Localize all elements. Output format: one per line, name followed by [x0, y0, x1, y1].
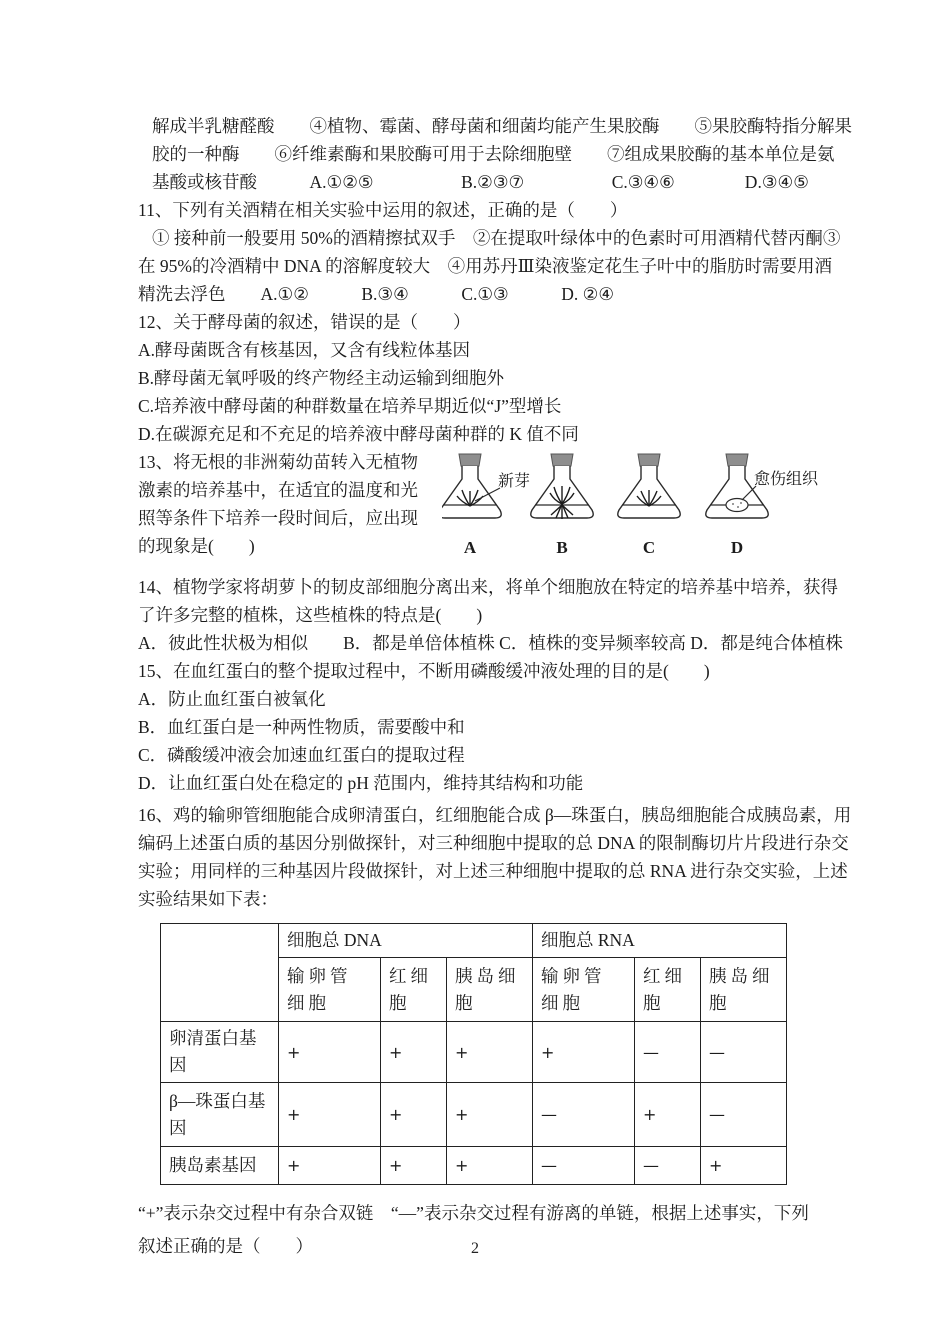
question-options-line: 基酸或核苷酸 A.①②⑤ B.②③⑦ C.③④⑥ D.③④⑤	[152, 172, 809, 192]
table-cell: +	[635, 1083, 701, 1147]
group-header-dna: 细胞总 DNA	[279, 924, 533, 958]
option-d: D.在碳源充足和不充足的培养液中酵母菌种群的 K 值不同	[138, 424, 579, 444]
flask-c-letter: C	[642, 538, 656, 557]
question-14	[138, 573, 843, 657]
flask-b-icon	[531, 454, 593, 557]
question-15	[138, 657, 838, 797]
question-stem: 13、将无根的非洲菊幼苗转入无植物	[138, 452, 418, 472]
table-cell: +	[381, 1083, 447, 1147]
table-cell: +	[381, 1147, 447, 1185]
group-header-rna: 细胞总 RNA	[533, 924, 787, 958]
table-cell: +	[533, 1022, 635, 1083]
text-line: 叙述正确的是（ ）	[138, 1236, 313, 1256]
question-12	[138, 308, 838, 448]
question-options-line: A．彼此性状极为相似 B．都是单倍体植株 C．植株的变异频率较高 D．都是纯合体植株	[138, 633, 843, 653]
flask-d-stopper	[726, 454, 748, 466]
table-cell: —	[635, 1022, 701, 1083]
page-number: 2	[471, 1240, 479, 1257]
flask-d-icon	[706, 454, 819, 557]
column-header: 胰岛细胞	[701, 958, 787, 1022]
text-line: 解成半乳糖醛酸 ④植物、霉菌、酵母菌和细菌均能产生果胶酶 ⑤果胶酶特指分解果	[152, 116, 852, 136]
text-line: 编码上述蛋白质的基因分别做探针，对三种细胞中提取的总 DNA 的限制酶切片片段进行杂交	[138, 833, 849, 853]
text-line: ① 接种前一般要用 50%的酒精擦拭双手 ②在提取叶绿体中的色素时可用酒精代替丙酮③	[152, 228, 841, 248]
column-header: 输卵管细胞	[279, 958, 381, 1022]
table-cell: +	[279, 1083, 381, 1147]
row-label: β—珠蛋白基因	[161, 1083, 279, 1147]
question-13-text	[138, 448, 456, 560]
flask-a-icon	[442, 454, 530, 557]
table-cell: —	[635, 1147, 701, 1185]
text-line: 胶的一种酶 ⑥纤维素酶和果胶酶可用于去除细胞壁 ⑦组成果胶酶的基本单位是氨	[152, 144, 835, 164]
flask-d-annotation: 愈伤组织	[754, 471, 819, 488]
column-header: 胰岛细胞	[447, 958, 533, 1022]
table-corner-cell	[161, 924, 279, 1022]
question-10-continuation	[138, 112, 852, 196]
table-cell: —	[701, 1022, 787, 1083]
table-row	[161, 1022, 787, 1083]
text-line: “+”表示杂交过程中有杂合双链 “—”表示杂交过程有游离的单链，根据上述事实，下列	[138, 1203, 809, 1223]
flask-b-letter: B	[556, 538, 568, 557]
question-13	[138, 448, 838, 565]
option-c: C.培养液中酵母菌的种群数量在培养早期近似“J”型增长	[138, 396, 562, 416]
text-line: 的现象是( )	[138, 536, 255, 556]
question-stem: 11、下列有关酒精在相关实验中运用的叙述，正确的是（ ）	[138, 200, 628, 220]
table-row	[161, 1083, 787, 1147]
table-cell: —	[533, 1083, 635, 1147]
callus-icon	[726, 499, 748, 512]
flask-a-letter: A	[463, 538, 477, 557]
text-line: 照等条件下培养一段时间后，应出现	[138, 508, 418, 528]
table-cell: +	[279, 1022, 381, 1083]
hybridization-results-table	[160, 923, 787, 1185]
flask-b-stopper	[551, 454, 573, 466]
option-a: A．防止血红蛋白被氧化	[138, 689, 326, 709]
question-stem: 12、关于酵母菌的叙述，错误的是（ ）	[138, 312, 471, 332]
flask-a-stopper	[459, 454, 481, 466]
option-b: B.酵母菌无氧呼吸的终产物经主动运输到细胞外	[138, 368, 505, 388]
text-line: 实验结果如下表：	[138, 889, 278, 909]
table-cell: +	[381, 1022, 447, 1083]
table-cell: +	[447, 1147, 533, 1185]
question-11	[138, 196, 841, 308]
flask-a-annotation: 新芽	[498, 473, 531, 490]
row-label: 胰岛素基因	[161, 1147, 279, 1185]
question-stem: 15、在血红蛋白的整个提取过程中，不断用磷酸缓冲液处理的目的是( )	[138, 661, 710, 681]
row-label: 卵清蛋白基因	[161, 1022, 279, 1083]
flask-figure	[442, 448, 838, 565]
table-cell: —	[533, 1147, 635, 1185]
table-cell: +	[279, 1147, 381, 1185]
option-c: C．磷酸缓冲液会加速血红蛋白的提取过程	[138, 745, 465, 765]
text-line: 了许多完整的植株，这些植株的特点是( )	[138, 605, 483, 625]
option-a: A.酵母菌既含有核基因，又含有线粒体基因	[138, 340, 471, 360]
option-d: D．让血红蛋白处在稳定的 pH 范围内，维持其结构和功能	[138, 773, 584, 793]
table-group-header-row	[161, 924, 787, 958]
table-cell: +	[701, 1147, 787, 1185]
column-header: 红细胞	[635, 958, 701, 1022]
text-line: 在 95%的冷酒精中 DNA 的溶解度较大 ④用苏丹Ⅲ染液鉴定花生子叶中的脂肪时需要用酒	[138, 256, 833, 276]
table-cell: —	[701, 1083, 787, 1147]
exam-content	[138, 112, 852, 1263]
column-header: 输卵管细胞	[533, 958, 635, 1022]
table-cell: +	[447, 1022, 533, 1083]
text-line: 激素的培养基中，在适宜的温度和光	[138, 480, 418, 500]
question-options-line: 精洗去浮色 A.①② B.③④ C.①③ D. ②④	[138, 284, 615, 304]
question-stem: 16、鸡的输卵管细胞能合成卵清蛋白，红细胞能合成 β—珠蛋白，胰岛细胞能合成胰岛素，用	[138, 805, 852, 825]
question-stem: 14、植物学家将胡萝卜的韧皮部细胞分离出来，将单个细胞放在特定的培养基中培养，获得	[138, 577, 838, 597]
flasks-illustration	[442, 448, 838, 560]
flask-c-stopper	[638, 454, 660, 466]
table-cell: +	[447, 1083, 533, 1147]
flask-c-icon	[618, 454, 680, 557]
option-b: B．血红蛋白是一种两性物质，需要酸中和	[138, 717, 465, 737]
text-line: 实验；用同样的三种基因片段做探针，对上述三种细胞中提取的总 RNA 进行杂交实验，上述	[138, 861, 848, 881]
question-16	[138, 801, 852, 913]
table-row	[161, 1147, 787, 1185]
column-header: 红细胞	[381, 958, 447, 1022]
flask-d-letter: D	[730, 538, 744, 557]
